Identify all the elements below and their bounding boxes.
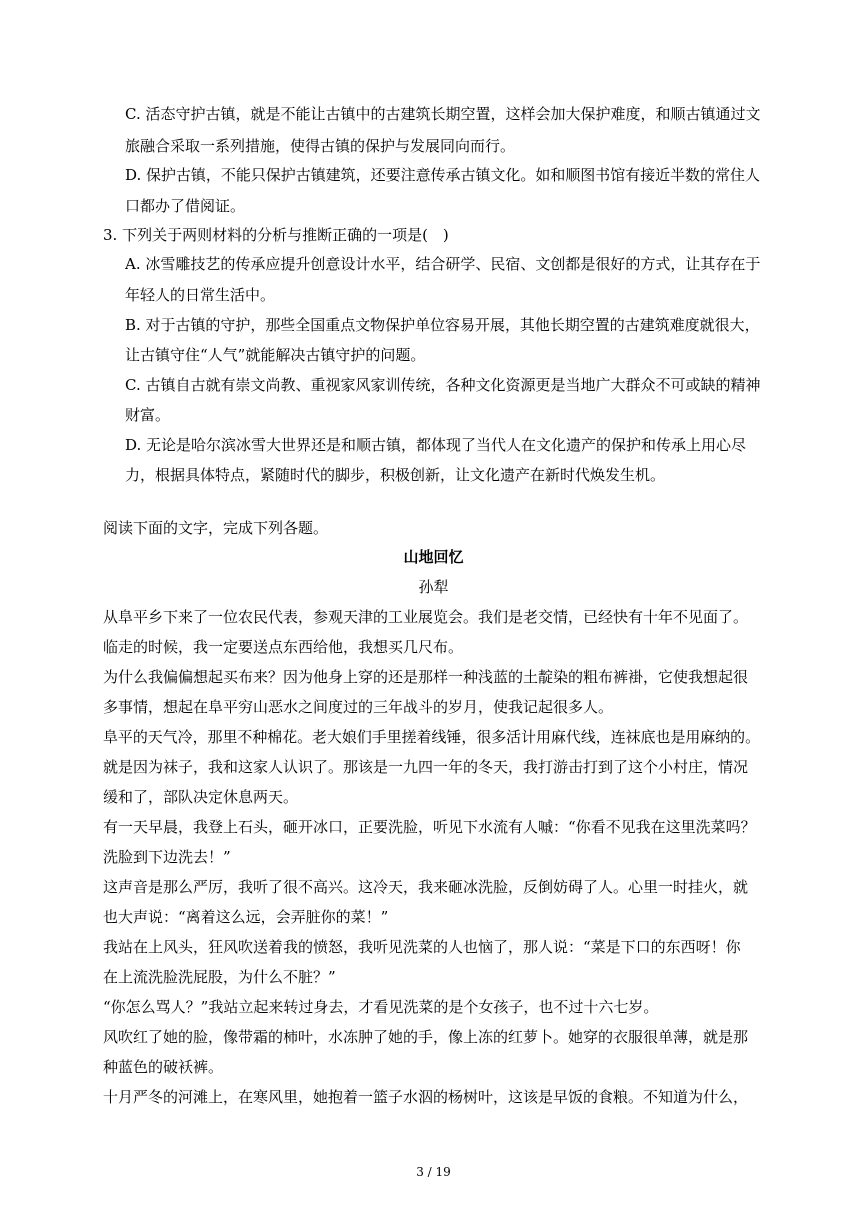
q3-option-c-line-1: C. 古镇自古就有崇文尚教、重视家风家训传统，各种文化资源更是当地广大群众不可或缺的精神 — [125, 376, 761, 394]
question-3-stem: 3. 下列关于两则材料的分析与推断正确的一项是( ) — [103, 226, 449, 244]
passage-line: 十月严冬的河滩上，在寒风里，她抱着一篮子水泅的杨树叶，这该是早饭的食粮。不知道为什么， — [103, 1088, 749, 1106]
passage-line: 我站在上风头，狂风吹送着我的愤怒，我听见洗菜的人也恼了，那人说：“菜是下口的东西呀！你 — [103, 938, 741, 956]
q3-option-b-line-2: 让古镇守住“人气”就能解决古镇守护的问题。 — [125, 346, 426, 364]
q3-option-d-line-1: D. 无论是哈尔滨冰雪大世界还是和顺古镇，都体现了当代人在文化遗产的保护和传承上用心尽 — [125, 436, 747, 454]
passage-line: 多事情，想起在阜平穷山恶水之间度过的三年战斗的岁月，使我记起很多人。 — [103, 698, 614, 716]
passage-author: 孙犁 — [418, 578, 449, 596]
passage-line: 有一天早晨，我登上石头，砸开冰口，正要洗脸，听见下水流有人嘁：“你看不见我在这里洗菜吗？ — [103, 818, 756, 836]
passage-line: 洗脸到下边洗去！” — [103, 848, 231, 866]
option-c-line-1: C. 活态守护古镇，就是不能让古镇中的古建筑长期空置，这样会加大保护难度，和顺古镇通过文 — [125, 105, 761, 123]
passage-line: 阜平的天气冷，那里不种棉花。老大娘们手里搓着线锤，很多活计用麻代线，连袜底也是用麻纳的。 — [103, 728, 761, 746]
q3-option-a-line-2: 年轻人的日常生活中。 — [125, 286, 276, 304]
q3-option-a-line-1: A. 冰雪雕技艺的传承应提升创意设计水平，结合研学、民宿、文创都是很好的方式，让其存在于 — [125, 255, 761, 273]
q3-option-c-line-2: 财富。 — [125, 406, 171, 424]
passage-line: 风吹红了她的脸，像带霜的柿叶，水冻肿了她的手，像上冻的红萝卜。她穿的衣服很单薄，就是那 — [103, 1028, 749, 1046]
passage-line: 从阜平乡下来了一位农民代表，参观天津的工业展览会。我们是老交情，已经快有十年不见面了。 — [103, 608, 749, 626]
option-c-line-2: 旅融合采取一系列措施，使得古镇的保护与发展同向而行。 — [125, 137, 516, 155]
passage-line: 也大声说：“离着这么远，会弄脏你的菜！” — [103, 908, 389, 926]
passage-title: 山地回忆 — [403, 548, 464, 566]
reading-instructions: 阅读下面的文字，完成下列各题。 — [103, 519, 329, 537]
q3-option-d-line-2: 力，根据具体特点，紧随时代的脚步，积极创新，让文化遗产在新时代焕发生机。 — [125, 466, 666, 484]
passage-line: 为什么我偏偏想起买布来？因为他身上穿的还是那样一种浅蓝的土靛染的粗布裤褂，它使我想起很 — [103, 668, 749, 686]
passage-line: 缓和了，部队决定休息两天。 — [103, 788, 299, 806]
passage-line: 这声音是那么严厉，我听了很不高兴。这冷天，我来砸冰洗脸，反倒妨碍了人。心里一时挂火，就 — [103, 878, 749, 896]
q3-option-b-line-1: B. 对于古镇的守护，那些全国重点文物保护单位容易开展，其他长期空置的古建筑难度就很大， — [125, 316, 760, 334]
passage-line: “你怎么骂人？”我站立起来转过身去，才看见洗菜的是个女孩子，也不过十六七岁。 — [103, 998, 659, 1016]
passage-line: 临走的时候，我一定要送点东西给他，我想买几尺布。 — [103, 638, 464, 656]
page-number: 3 / 19 — [416, 1165, 451, 1179]
passage-line: 就是因为袜子，我和这家人认识了。那该是一九四一年的冬天，我打游击打到了这个小村庄，情况 — [103, 758, 749, 776]
option-d-line-2: 口都办了借阅证。 — [125, 197, 246, 215]
passage-line: 在上流洗脸洗屁股，为什么不脏？” — [103, 968, 336, 986]
option-d-line-1: D. 保护古镇，不能只保护古镇建筑，还要注意传承古镇文化。如和顺图书馆有接近半数的常住人 — [125, 166, 761, 184]
passage-line: 种蓝色的破袄裤。 — [103, 1058, 224, 1076]
